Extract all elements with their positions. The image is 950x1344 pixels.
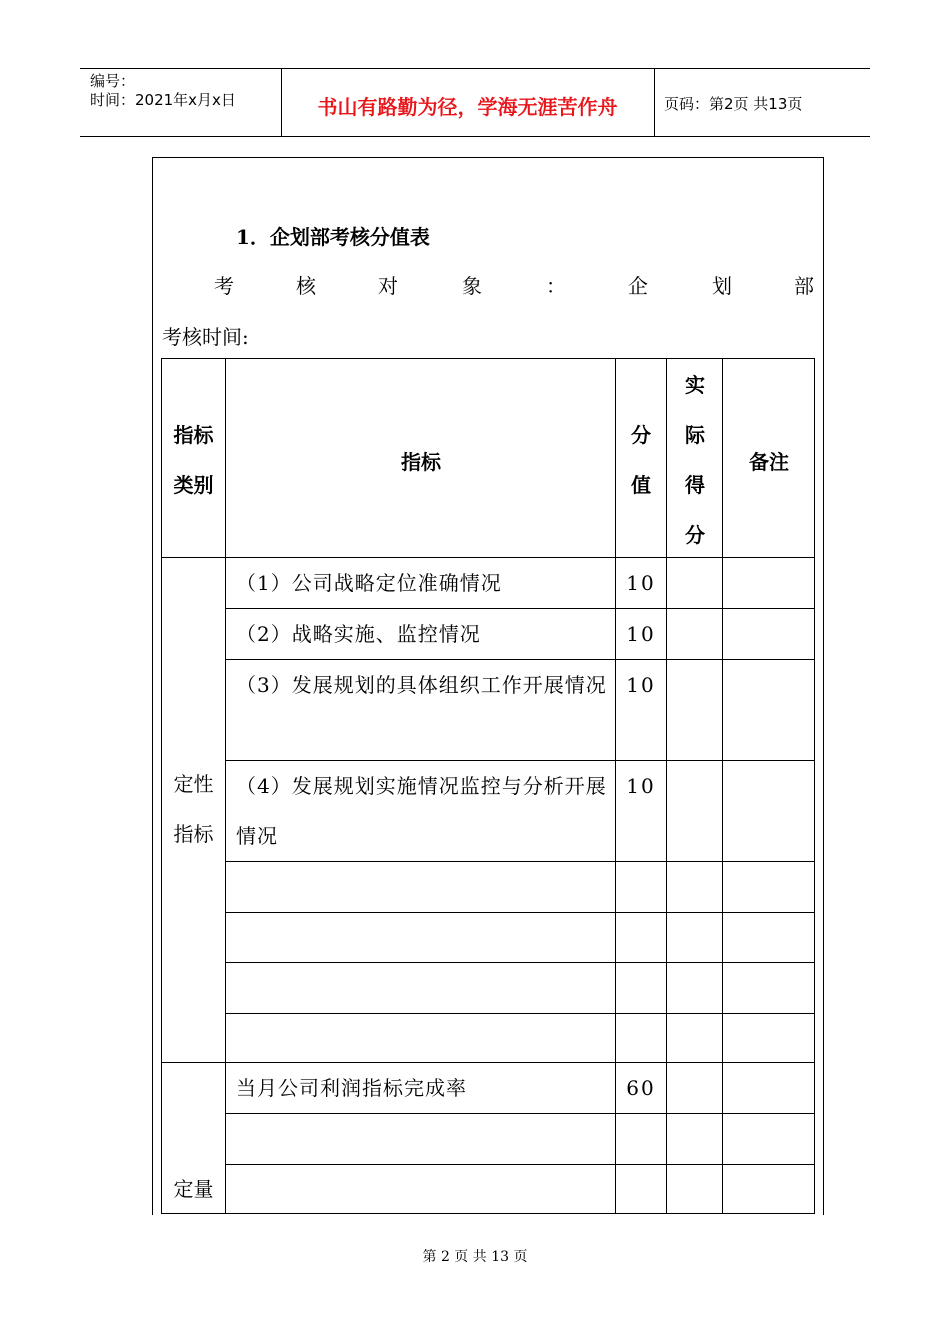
object-char: 考 (214, 274, 234, 298)
category-header: 指标 类别 (173, 423, 214, 497)
page-footer: 第 2 页 共 13 页 (422, 1249, 528, 1265)
qualitative-category-label: 定性 指标 (173, 772, 214, 846)
table-cell (666, 861, 723, 913)
indicator-text: （1）公司战略定位准确情况 (236, 571, 502, 595)
table-cell (666, 912, 723, 964)
table-cell (722, 659, 815, 761)
table-cell (666, 1013, 723, 1064)
table-cell (666, 1164, 723, 1214)
remark-header: 备注 (749, 450, 789, 474)
object-char: 企 (628, 274, 648, 298)
table-cell (225, 962, 616, 1014)
table-cell (722, 1113, 815, 1165)
table-cell (722, 760, 815, 862)
table-cell (615, 1013, 667, 1064)
table-cell (225, 912, 616, 964)
indicator-text: （2）战略实施、监控情况 (236, 622, 481, 646)
object-char: 象 (462, 274, 482, 298)
table-cell (722, 1164, 815, 1214)
indicator-text: （4）发展规划实施情况监控与分析开展情况 (236, 774, 607, 848)
table-cell (722, 1013, 815, 1064)
table-cell (225, 1164, 616, 1214)
table-cell (666, 962, 723, 1014)
table-cell (666, 760, 723, 862)
page-indicator: 页码：第2页 共13页 (664, 95, 803, 113)
table-cell (722, 557, 815, 609)
assessment-time-label: 考核时间: (162, 325, 249, 349)
section-title: 1．企划部考核分值表 (236, 225, 430, 249)
header-motto: 书山有路勤为径，学海无涯苦作舟 (317, 95, 618, 119)
table-cell (615, 912, 667, 964)
header-divider (654, 69, 655, 137)
table-cell (722, 608, 815, 660)
object-char: ： (546, 274, 566, 298)
table-cell (615, 861, 667, 913)
table-cell (225, 861, 616, 913)
table-cell (722, 861, 815, 913)
table-cell (666, 557, 723, 609)
indicator-text: 当月公司利润指标完成率 (236, 1076, 467, 1100)
score-header: 分 值 (631, 423, 651, 497)
table-cell (722, 1062, 815, 1114)
score-value: 60 (626, 1076, 656, 1100)
actual-score-header: 实 际 得 分 (685, 373, 705, 547)
quantitative-category-label: 定量 (173, 1177, 214, 1201)
score-value: 10 (626, 622, 656, 646)
object-char: 对 (378, 274, 398, 298)
header-bottom-rule (80, 136, 870, 137)
table-cell (615, 1113, 667, 1165)
table-cell (225, 1113, 616, 1165)
table-cell (225, 1013, 616, 1064)
document-number-label: 编号： (90, 72, 136, 90)
table-cell (666, 1062, 723, 1114)
header-top-rule (80, 68, 870, 69)
table-cell (722, 962, 815, 1014)
table-cell (666, 1113, 723, 1165)
score-value: 10 (626, 673, 656, 697)
table-cell (615, 1164, 667, 1214)
table-cell (615, 962, 667, 1014)
indicator-text: （3）发展规划的具体组织工作开展情况 (236, 673, 607, 697)
score-value: 10 (626, 571, 656, 595)
object-char: 划 (712, 274, 732, 298)
indicator-header: 指标 (401, 450, 441, 474)
document-date: 时间：2021年x月x日 (90, 91, 236, 109)
table-cell (666, 608, 723, 660)
object-char: 核 (296, 274, 316, 298)
object-char: 部 (794, 274, 814, 298)
table-cell (666, 659, 723, 761)
table-cell (722, 912, 815, 964)
score-value: 10 (626, 774, 656, 798)
